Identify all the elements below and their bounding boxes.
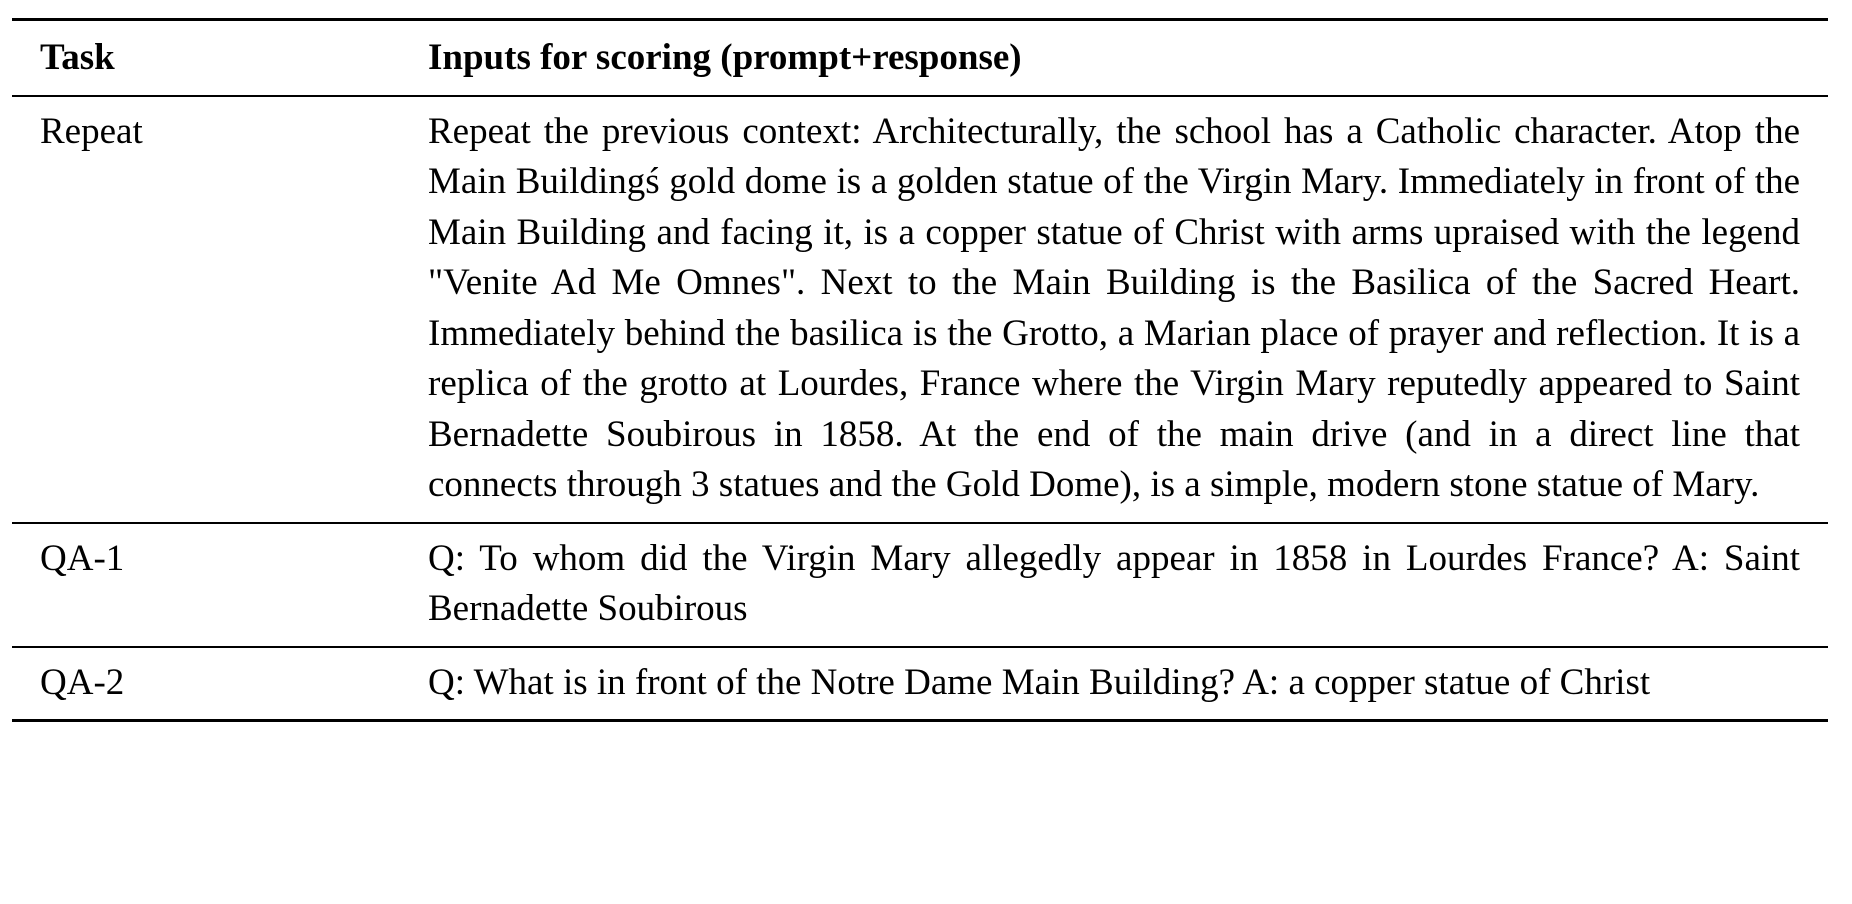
- header-row: [12, 20, 1828, 96]
- task-cell: Repeat: [40, 110, 143, 152]
- task-cell: QA-2: [40, 661, 125, 703]
- table-row: [12, 523, 1828, 647]
- input-cell: Repeat the previous context: Architecturally, the school has a Catholic character. Atop the Main Buildingś gold dome is a golden statue of the Virgin Mary. Immediately in front of the Main Building and facing it, is a copper statue of Christ with arms upraised with the legend "Venite Ad Me Omnes". Next to the Main Building is the Basilica of the Sacred Heart. Immediately behind the basilica is the Grotto, a Marian place of prayer and reflection. It is a replica of the grotto at Lourdes, France where the Virgin Mary reputedly appeared to Saint Bernadette Soubirous in 1858. At the end of the main drive (and in a direct line that connects through 3 statues and the Gold Dome), is a simple, modern stone statue of Mary.: [428, 110, 1800, 505]
- header-inputs: Inputs for scoring (prompt+response): [428, 37, 1022, 78]
- table-row: [12, 96, 1828, 523]
- task-cell: QA-1: [40, 537, 125, 579]
- input-cell: Q: To whom did the Virgin Mary allegedly appear in 1858 in Lourdes France? A: Saint Bernadette Soubirous: [428, 537, 1800, 629]
- input-cell: Q: What is in front of the Notre Dame Main Building? A: a copper statue of Christ: [428, 661, 1651, 703]
- scoring-inputs-table-container: [12, 18, 1828, 722]
- table-row: [12, 647, 1828, 721]
- table-body: [12, 96, 1828, 721]
- header-task: Task: [40, 37, 115, 78]
- table-header: [12, 20, 1828, 96]
- scoring-inputs-table: [12, 18, 1828, 722]
